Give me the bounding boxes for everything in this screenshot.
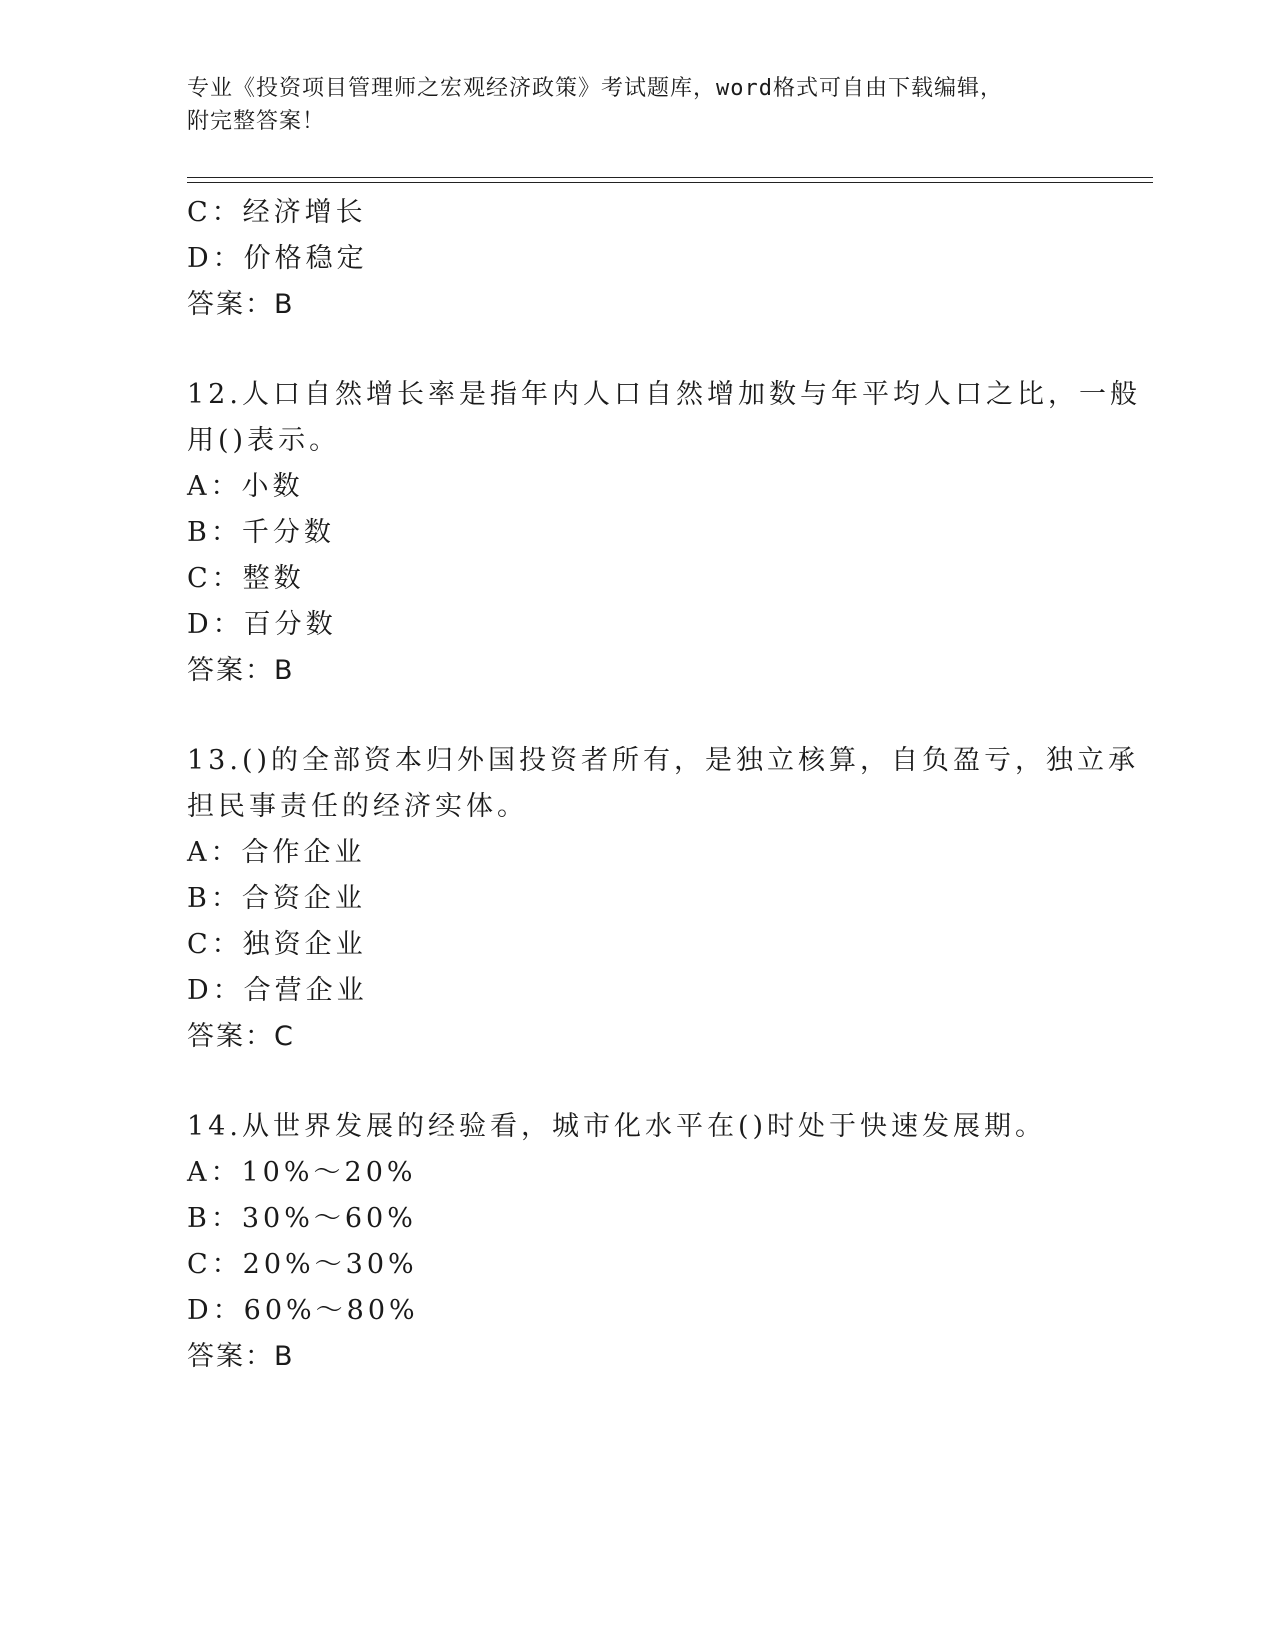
header-line-2: 附完整答案！ bbox=[187, 109, 326, 134]
option-key: B： bbox=[187, 517, 242, 548]
answer: 答案：B bbox=[187, 1341, 295, 1372]
option-key: C： bbox=[187, 1249, 243, 1280]
option-d bbox=[187, 602, 1077, 648]
answer: 答案：B bbox=[187, 655, 295, 686]
option-a bbox=[187, 464, 1077, 510]
option-text: 合作企业 bbox=[241, 837, 366, 868]
option-key: D： bbox=[187, 609, 244, 640]
option-text: 10%～20% bbox=[241, 1157, 417, 1188]
option-text: 合营企业 bbox=[243, 975, 368, 1006]
option-text: 小数 bbox=[241, 471, 304, 502]
option-b bbox=[187, 1196, 1077, 1242]
option-b bbox=[187, 876, 1077, 922]
option-key: C： bbox=[187, 929, 243, 960]
option-d bbox=[187, 236, 1077, 282]
option-text: 整数 bbox=[242, 563, 305, 594]
option-text: 20%～30% bbox=[242, 1249, 418, 1280]
question-stem-line-2: 用()表示。 bbox=[187, 425, 341, 456]
question-list bbox=[187, 190, 1141, 1380]
document-header bbox=[187, 72, 1067, 138]
option-c bbox=[187, 190, 1077, 236]
option-key: D： bbox=[187, 1295, 244, 1326]
question-12 bbox=[187, 372, 1141, 694]
question-13 bbox=[187, 738, 1140, 1060]
option-key: A： bbox=[187, 837, 242, 868]
header-divider-top bbox=[187, 177, 1153, 178]
question-stem-line-1: 14.从世界发展的经验看，城市化水平在()时处于快速发展期。 bbox=[187, 1111, 1047, 1142]
answer: 答案：C bbox=[187, 1021, 295, 1052]
header-line-1: 专业《投资项目管理师之宏观经济政策》考试题库，word格式可自由下载编辑， bbox=[187, 76, 1003, 101]
option-d bbox=[187, 1288, 1077, 1334]
option-c bbox=[187, 1242, 1077, 1288]
option-key: B： bbox=[187, 1203, 242, 1234]
option-key: A： bbox=[187, 471, 242, 502]
option-key: A： bbox=[187, 1157, 242, 1188]
question-fragment bbox=[187, 190, 1077, 328]
option-a bbox=[187, 1150, 1077, 1196]
option-key: B： bbox=[187, 883, 242, 914]
option-a bbox=[187, 830, 1077, 876]
option-text: 30%～60% bbox=[241, 1203, 417, 1234]
option-text: 百分数 bbox=[243, 609, 337, 640]
option-text: 60%～80% bbox=[243, 1295, 419, 1326]
option-key: C： bbox=[187, 197, 243, 228]
question-14 bbox=[187, 1104, 1077, 1380]
option-b bbox=[187, 510, 1077, 556]
question-stem-line-1: 13.()的全部资本归外国投资者所有，是独立核算，自负盈亏，独立承 bbox=[187, 745, 1140, 776]
option-text: 合资企业 bbox=[241, 883, 366, 914]
option-text: 独资企业 bbox=[242, 929, 367, 960]
option-text: 经济增长 bbox=[242, 197, 367, 228]
option-key: D： bbox=[187, 243, 244, 274]
option-key: D： bbox=[187, 975, 244, 1006]
header-divider-bottom bbox=[187, 182, 1153, 183]
question-stem-line-2: 担民事责任的经济实体。 bbox=[187, 791, 528, 822]
option-c bbox=[187, 556, 1077, 602]
option-key: C： bbox=[187, 563, 243, 594]
question-stem-line-1: 12.人口自然增长率是指年内人口自然增加数与年平均人口之比，一般 bbox=[187, 379, 1141, 410]
option-d bbox=[187, 968, 1077, 1014]
option-text: 价格稳定 bbox=[243, 243, 368, 274]
answer: 答案：B bbox=[187, 289, 295, 320]
option-text: 千分数 bbox=[241, 517, 335, 548]
option-c bbox=[187, 922, 1077, 968]
